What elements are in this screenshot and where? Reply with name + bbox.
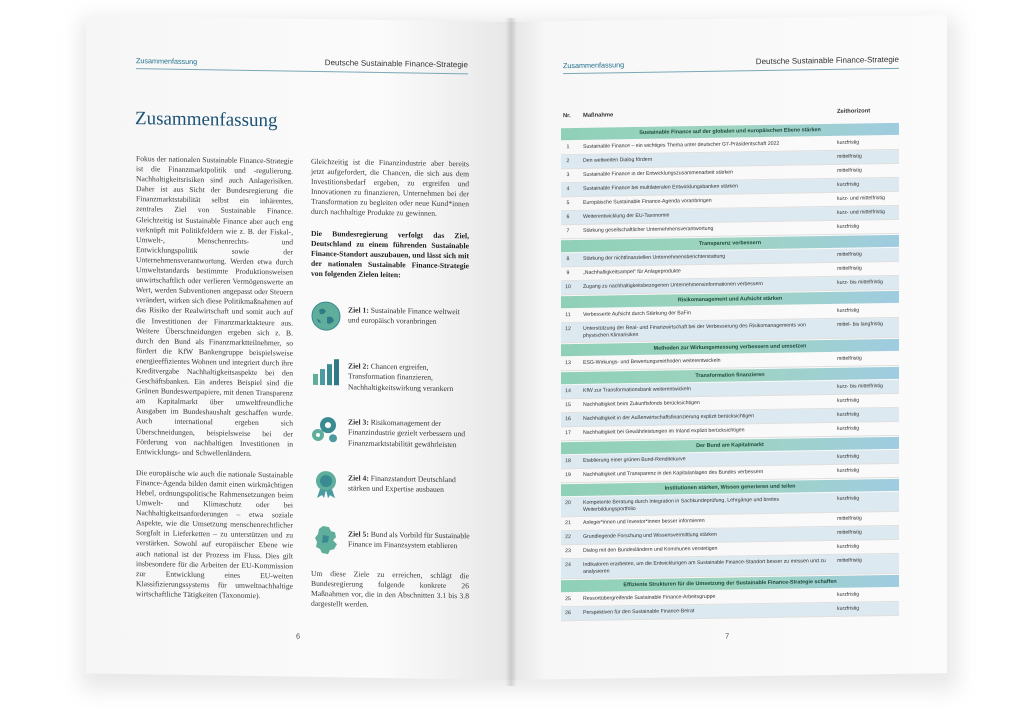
cell-zeithorizont: kurzfristig	[837, 467, 860, 474]
cell-massnahme: Sustainable Finance in der Entwicklungszusammenarbeit stärken	[583, 169, 733, 178]
cell-zeithorizont: mittelfristig	[837, 529, 862, 536]
running-title: Deutsche Sustainable Finance-Strategie	[324, 58, 468, 70]
table-section-header: Sustainable Finance auf der globalen und europäischen Ebene stärken	[561, 123, 899, 140]
cell-massnahme: Weiterentwicklung der EU-Taxonomie	[583, 212, 670, 220]
goal-text: Risikomanagement der Finanzindustrie gezielt verbessern und Finanzmarktstabilität gewährleisten	[348, 417, 466, 449]
cell-nr: 1	[566, 144, 570, 151]
goal-text: Sustainable Finance weltweit und europäisch voranbringen	[348, 305, 460, 327]
page-number: 6	[296, 631, 301, 641]
cell-massnahme: Stärkung gesellschaftlicher Unternehmensverantwortung	[583, 225, 714, 234]
cell-nr: 16	[565, 416, 571, 423]
cell-massnahme: Nachhaltigkeit und Transparenz in den Kapitalanlagen des Bundes verbessern	[583, 469, 764, 478]
table-section-header: Transformation finanzieren	[561, 367, 899, 384]
cell-zeithorizont: kurzfristig	[837, 181, 860, 188]
page-number: 7	[725, 631, 730, 641]
cell-nr: 12	[565, 326, 571, 333]
cell-nr: 10	[565, 284, 571, 291]
cell-nr: 2	[566, 158, 570, 165]
goal-item: Ziel 1: Sustainable Finance weltweit und europäisch voranbringen	[311, 299, 471, 354]
cell-zeithorizont: mittel- bis langfristig	[837, 321, 883, 328]
cell-massnahme: Nachhaltigkeit in der Außenwirtschaftsfinanzierung explizit berücksichtigen	[583, 413, 754, 422]
cell-nr: 3	[566, 172, 570, 179]
cell-nr: 15	[565, 402, 571, 409]
cell-nr: 22	[565, 534, 571, 541]
cell-zeithorizont: mittelfristig	[837, 167, 862, 174]
cell-zeithorizont: kurzfristig	[837, 591, 860, 598]
page-heading: Zusammenfassung	[135, 108, 278, 132]
paragraph: Gleichzeitig ist die Finanzindustrie aber bereits jetzt aufgefordert, die Chancen, die sich aus dem Investitionsbedarf ergeben, zu ergreifen und Innovationen zu finanzieren, Unternehmen bei der Transformation zu begleiten oder neue Kund*innen durch nachhaltige Produkte zu gewinnen.	[311, 156, 469, 219]
cell-zeithorizont: kurz- bis mittelfristig	[837, 383, 883, 390]
measures-table	[561, 106, 899, 621]
cell-nr: 17	[565, 430, 571, 437]
cell-massnahme: Sustainable Finance bei multilateralen Entwicklungsbanken stärken	[583, 183, 738, 192]
left-page	[86, 15, 511, 680]
cell-zeithorizont: kurzfristig	[837, 397, 860, 404]
cell-zeithorizont: kurz- und mittelfristig	[837, 195, 885, 202]
cell-nr: 25	[565, 596, 571, 603]
text-column-2-bottom	[311, 569, 469, 623]
col-header-massnahme: Maßnahme	[583, 112, 614, 119]
bar-chart-icon	[311, 357, 341, 387]
cell-zeithorizont: mittelfristig	[837, 251, 862, 258]
cell-massnahme: Grundlegende Forschung und Wissensvermittlung stärken	[583, 531, 717, 540]
cell-zeithorizont: kurzfristig	[837, 605, 860, 612]
paragraph: Die europäische wie auch die nationale Sustainable Finance-Agenda bilden damit einen wirkmächtigen Hebel, ordnungspolitische Rahmensetzungen beim Umwelt- und Klimaschutz oder bei Nachhaltigkeitsanforderungen – etwa soziale Aspekte, wie die Umsetzung menschenrechtlicher Sorgfalt in Lieferketten – zu unterstützen und zu verstärken. Sowohl auf europäischer Ebene wie auch national ist der Prozess im Fluss. Dies gilt insbesondere für die Arbeiten der EU-Kommission zur Entwicklung eines EU-weiten Klassifizierungssystems für umweltnachhaltige wirtschaftliche Tätigkeiten (Taxonomie).	[136, 467, 293, 601]
section-label: Zusammenfassung	[563, 60, 625, 71]
text-column-2	[311, 157, 469, 293]
cell-massnahme: KfW zur Transformationsbank weiterentwickeln	[583, 386, 691, 394]
table-body	[561, 123, 899, 621]
cell-massnahme: Nachhaltigkeit bei Gewährleistungen im Inland explizit berücksichtigen	[583, 427, 745, 436]
cell-massnahme: Etablierung einer grünen Bund-Renditekurve	[583, 456, 686, 464]
cell-zeithorizont: mittelfristig	[837, 265, 862, 272]
col-header-zeithorizont: Zeithorizont	[837, 108, 871, 115]
table-section-header: Transparenz verbessern	[561, 235, 899, 252]
table-section-header: Institutionen stärken, Wissen generieren und teilen	[561, 479, 899, 496]
table-section-header: Methoden zur Wirkungsmessung verbessern und umsetzen	[561, 339, 899, 356]
goal-item: Ziel 2: Chancen ergreifen, Transformation finanzieren, Nachhaltigkeitswirkung verankern	[311, 355, 471, 410]
paragraph: Um diese Ziele zu erreichen, schlägt die Bundesregierung folgende konkrete 26 Maßnahmen vor, die in den Abschnitten 3.1 bis 3.8 dargestellt werden.	[311, 568, 469, 610]
cell-massnahme: Den weltweiten Dialog fördern	[583, 156, 653, 164]
table-section-header: Risikomanagement und Aufsicht stärken	[561, 291, 899, 308]
cell-nr: 26	[565, 610, 571, 617]
cell-massnahme: ESG-Wirkungs- und Bewertungsmethoden weiterentwickeln	[583, 357, 721, 366]
cell-massnahme: Sustainable Finance – ein wichtiges Thema unter deutscher G7-Präsidentschaft 2022	[583, 140, 780, 150]
goal-item: Ziel 5: Bund als Vorbild für Sustainable Finance im Finanzsystem etablieren	[311, 523, 471, 578]
cell-zeithorizont: kurzfristig	[837, 411, 860, 418]
cell-nr: 11	[565, 312, 571, 319]
cell-zeithorizont: kurzfristig	[837, 453, 860, 460]
cell-nr: 13	[565, 360, 571, 367]
cell-nr: 19	[565, 472, 571, 479]
cell-massnahme: Europäische Sustainable Finance-Agenda voranbringen	[583, 197, 712, 206]
cell-zeithorizont: kurzfristig	[837, 307, 860, 314]
cell-zeithorizont: kurz- bis mittelfristig	[837, 279, 883, 286]
cell-zeithorizont: mittelfristig	[837, 557, 862, 564]
cell-zeithorizont: mittelfristig	[837, 355, 862, 362]
text-column-1	[136, 154, 293, 612]
cell-massnahme: Kompetente Beratung durch Integration in Sachkundeprüfung, Lehrgänge und breites Weiterbildungsportfolio	[583, 496, 780, 513]
section-label: Zusammenfassung	[136, 56, 198, 67]
cell-massnahme: Anleger*innen und Investor*innen besser informieren	[583, 517, 705, 526]
germany-map-icon	[311, 525, 341, 555]
cell-zeithorizont: mittelfristig	[837, 515, 862, 522]
cell-massnahme: Unterstützung der Real- und Finanzwirtschaft bei der Verbesserung des Risikomanagements von physischen Klimarisiken	[583, 322, 806, 339]
paragraph: Fokus der nationalen Sustainable Finance-Strategie ist die Finanzmarktpolitik und -regulierung. Nachhaltigkeitsrisiken sind auch Anlagerisiken. Daher ist aus Sicht der Bundesregierung die Finanzmarktstabilität selbst ein inhärentes, zentrales Ziel von Sustainable Finance. Gleichzeitig ist Sustainable Finance aber auch eng verknüpft mit Politikfeldern wie z. B. der Fiskal-, Umwelt-, Menschenrechts- und Entwicklungspolitik sowie der Unternehmensverantwortung. Werden etwa durch Umweltstandards bestimmte Produktionsweisen unwirtschaftlich oder verlieren Vermögenswerte an Wert, werden Subventionen angepasst oder Steuern verändert, wirken sich diese Politikmaßnahmen auf das Risiko der Realwirtschaft und somit auch auf die Investitionen der Finanzmarktakteure aus. Weitere Überschneidungen ergeben sich z. B. durch den Bund als Finanzmarktteilnehmer, so fördert die KfW Bankengruppe beispielsweise energieeffizientes Wohnen und integriert durch ihre Kreditvergabe Nachhaltigkeitsaspekte bei den Geschäftsbanken. Ein anderes Beispiel sind die Grünen Bundeswertpapiere, mit denen Transparenz am Kapitalmarkt über umweltfreundliche Ausgaben im Bundeshaushalt geschaffen wurde. Auch international ergeben sich Überschneidungen, beispielsweise bei der Förderung von nachhaltigen Investitionen in Entwicklungs- und Schwellenländern.	[136, 154, 293, 458]
gears-icon	[311, 413, 341, 443]
cell-massnahme: Ressortübergreifende Sustainable Finance-Arbeitsgruppe	[583, 593, 716, 602]
cell-zeithorizont: kurzfristig	[837, 139, 860, 146]
goal-item: Ziel 4: Finanzstandort Deutschland stärken und Expertise ausbauen	[311, 467, 471, 522]
running-title: Deutsche Sustainable Finance-Strategie	[755, 54, 899, 67]
paragraph-bold: Die Bundesregierung verfolgt das Ziel, Deutschland zu einem führenden Sustainable Finance-Standort auszubauen, und lässt sich mit der nationalen Sustainable Finance-Strategie von folgenden Zielen leiten:	[311, 228, 469, 280]
book-gutter	[505, 18, 517, 686]
cell-nr: 21	[565, 520, 571, 527]
cell-nr: 4	[566, 186, 570, 193]
cell-nr: 5	[566, 200, 570, 207]
cell-zeithorizont: mittelfristig	[837, 153, 862, 160]
cell-massnahme: Nachhaltigkeit beim Zukunftsfonds berücksichtigen	[583, 400, 700, 408]
cell-nr: 18	[565, 458, 571, 465]
cell-massnahme: Verbesserte Aufsicht durch Stärkung der BaFin	[583, 310, 691, 318]
cell-zeithorizont: kurzfristig	[837, 425, 860, 432]
cell-nr: 9	[566, 270, 570, 277]
col-header-nr: Nr.	[563, 113, 571, 120]
table-section-header: Der Bund am Kapitalmarkt	[561, 437, 899, 454]
goal-text: Bund als Vorbild für Sustainable Finance im Finanzsystem etablieren	[348, 529, 470, 551]
cell-zeithorizont: kurzfristig	[837, 223, 860, 230]
cell-nr: 23	[565, 548, 571, 555]
cell-nr: 7	[566, 228, 570, 235]
cell-zeithorizont: kurz- und mittelfristig	[837, 209, 885, 216]
cell-massnahme: „Nachhaltigkeitsampel“ für Anlageprodukte	[583, 268, 681, 276]
goal-text: Finanzstandort Deutschland stärken und Expertise ausbauen	[348, 473, 456, 495]
globe-icon	[311, 301, 341, 331]
table-section-header: Effiziente Strukturen für die Umsetzung der Sustainable Finance-Strategie schaffen	[561, 575, 899, 592]
cell-zeithorizont: kurzfristig	[837, 495, 860, 502]
award-icon	[311, 469, 341, 499]
cell-massnahme: Indikatoren erarbeiten, um die Entwicklungen am Sustainable Finance-Standort besser zu messen und zu analysieren	[583, 558, 826, 575]
cell-massnahme: Zugang zu nachhaltigkeitsbezogenen Unternehmensinformationen verbessern	[583, 281, 763, 290]
cell-nr: 14	[565, 388, 571, 395]
goal-item: Ziel 3: Risikomanagement der Finanzindustrie gezielt verbessern und Finanzmarktstabilität gewährleisten	[311, 411, 471, 466]
cell-nr: 24	[565, 562, 571, 569]
right-page	[511, 15, 947, 680]
cell-massnahme: Perspektiven für den Sustainable Finance-Beirat	[583, 608, 695, 616]
cell-nr: 6	[566, 214, 570, 221]
cell-nr: 8	[566, 256, 570, 263]
cell-massnahme: Dialog mit den Bundesländern und Kommunen verstetigen	[583, 545, 718, 554]
cell-massnahme: Stärkung der nichtfinanziellen Unternehmensberichterstattung	[583, 253, 726, 262]
goal-text: Chancen ergreifen, Transformation finanzieren, Nachhaltigkeitswirkung verankern	[348, 361, 454, 393]
cell-zeithorizont: kurzfristig	[837, 543, 860, 550]
goals-list	[311, 299, 471, 582]
cell-nr: 20	[565, 500, 571, 507]
